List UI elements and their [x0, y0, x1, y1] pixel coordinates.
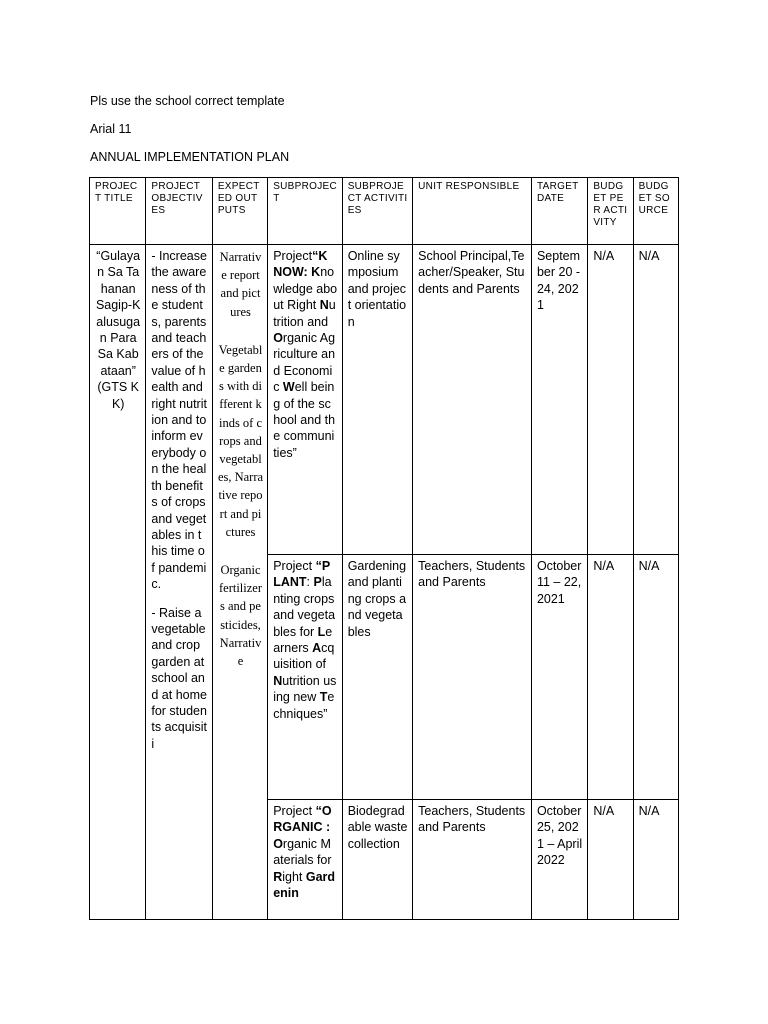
header-budget-per-activity: BUDGET PER ACTIVITY — [588, 178, 633, 245]
header-subproject-activities: SUBPROJECT ACTIVITIES — [342, 178, 412, 245]
table-header-row — [90, 178, 679, 245]
header-project-title: PROJECT TITLE — [90, 178, 146, 245]
header-project-objectives: PROJECT OBJECTIVES — [146, 178, 212, 245]
header-subproject: SUBPROJECT — [268, 178, 343, 245]
output-1: Narrative report and pictures — [219, 250, 262, 319]
date-cell: October 11 – 22, 2021 — [531, 555, 587, 800]
expected-outputs-cell — [212, 245, 267, 920]
budget-cell: N/A — [588, 800, 633, 920]
unit-cell: Teachers, Students and Parents — [413, 800, 532, 920]
table-row — [90, 245, 679, 555]
font-note: Arial 11 — [90, 122, 132, 136]
project-title-cell: “Gulayan Sa Tahanan Sagip-Kalusugan Para Sa Kabataan” (GTS KK) — [90, 245, 146, 920]
activity-cell: Gardening and planting crops and vegetables — [342, 555, 412, 800]
output-3: Organic fertilizers and pesticides, Narrative — [218, 563, 263, 669]
activity-cell: Online symposium and project orientation — [342, 245, 412, 555]
output-2: Vegetable gardens with different kinds of crops and vegetables, Narrative report and pictures — [217, 342, 264, 539]
project-objectives-cell — [146, 245, 212, 920]
source-cell: N/A — [633, 245, 678, 555]
subproject-plant: Project “PLANT: Planting crops and vegetables for Learners Acquisition of Nutrition using new Techniques” — [268, 555, 343, 800]
activity-cell: Biodegradable waste collection — [342, 800, 412, 920]
subproject-organic: Project “ORGANIC : Organic Materials for Right Gardenin — [268, 800, 343, 920]
budget-cell: N/A — [588, 245, 633, 555]
date-cell: October 25, 2021 – April 2022 — [531, 800, 587, 920]
unit-cell: School Principal,Teacher/Speaker, Students and Parents — [413, 245, 532, 555]
unit-cell: Teachers, Students and Parents — [413, 555, 532, 800]
header-budget-source: BUDGET SOURCE — [633, 178, 678, 245]
source-cell: N/A — [633, 800, 678, 920]
subproject-know: Project“K NOW: Knowledge about Right Nutrition and Organic Agriculture and Economic Well being of the school and the communities” — [268, 245, 343, 555]
template-note: Pls use the school correct template — [90, 94, 285, 108]
implementation-plan-table — [89, 177, 679, 920]
objective-2: - Raise a vegetable and crop garden at school and at home for students acquisiti — [151, 605, 207, 751]
header-target-date: TARGET DATE — [531, 178, 587, 245]
budget-cell: N/A — [588, 555, 633, 800]
objective-1: - Increase the awareness of the students, parents and teachers of the value of health and right nutrition and to inform everybody on the health benefits of crops and vegetables in this time of pandemic. — [151, 249, 207, 592]
header-expected-outputs: EXPECTED OUTPUTS — [212, 178, 267, 245]
date-cell: September 20 - 24, 2021 — [531, 245, 587, 555]
source-cell: N/A — [633, 555, 678, 800]
header-unit-responsible: UNIT RESPONSIBLE — [413, 178, 532, 245]
document-title: ANNUAL IMPLEMENTATION PLAN — [90, 150, 290, 164]
